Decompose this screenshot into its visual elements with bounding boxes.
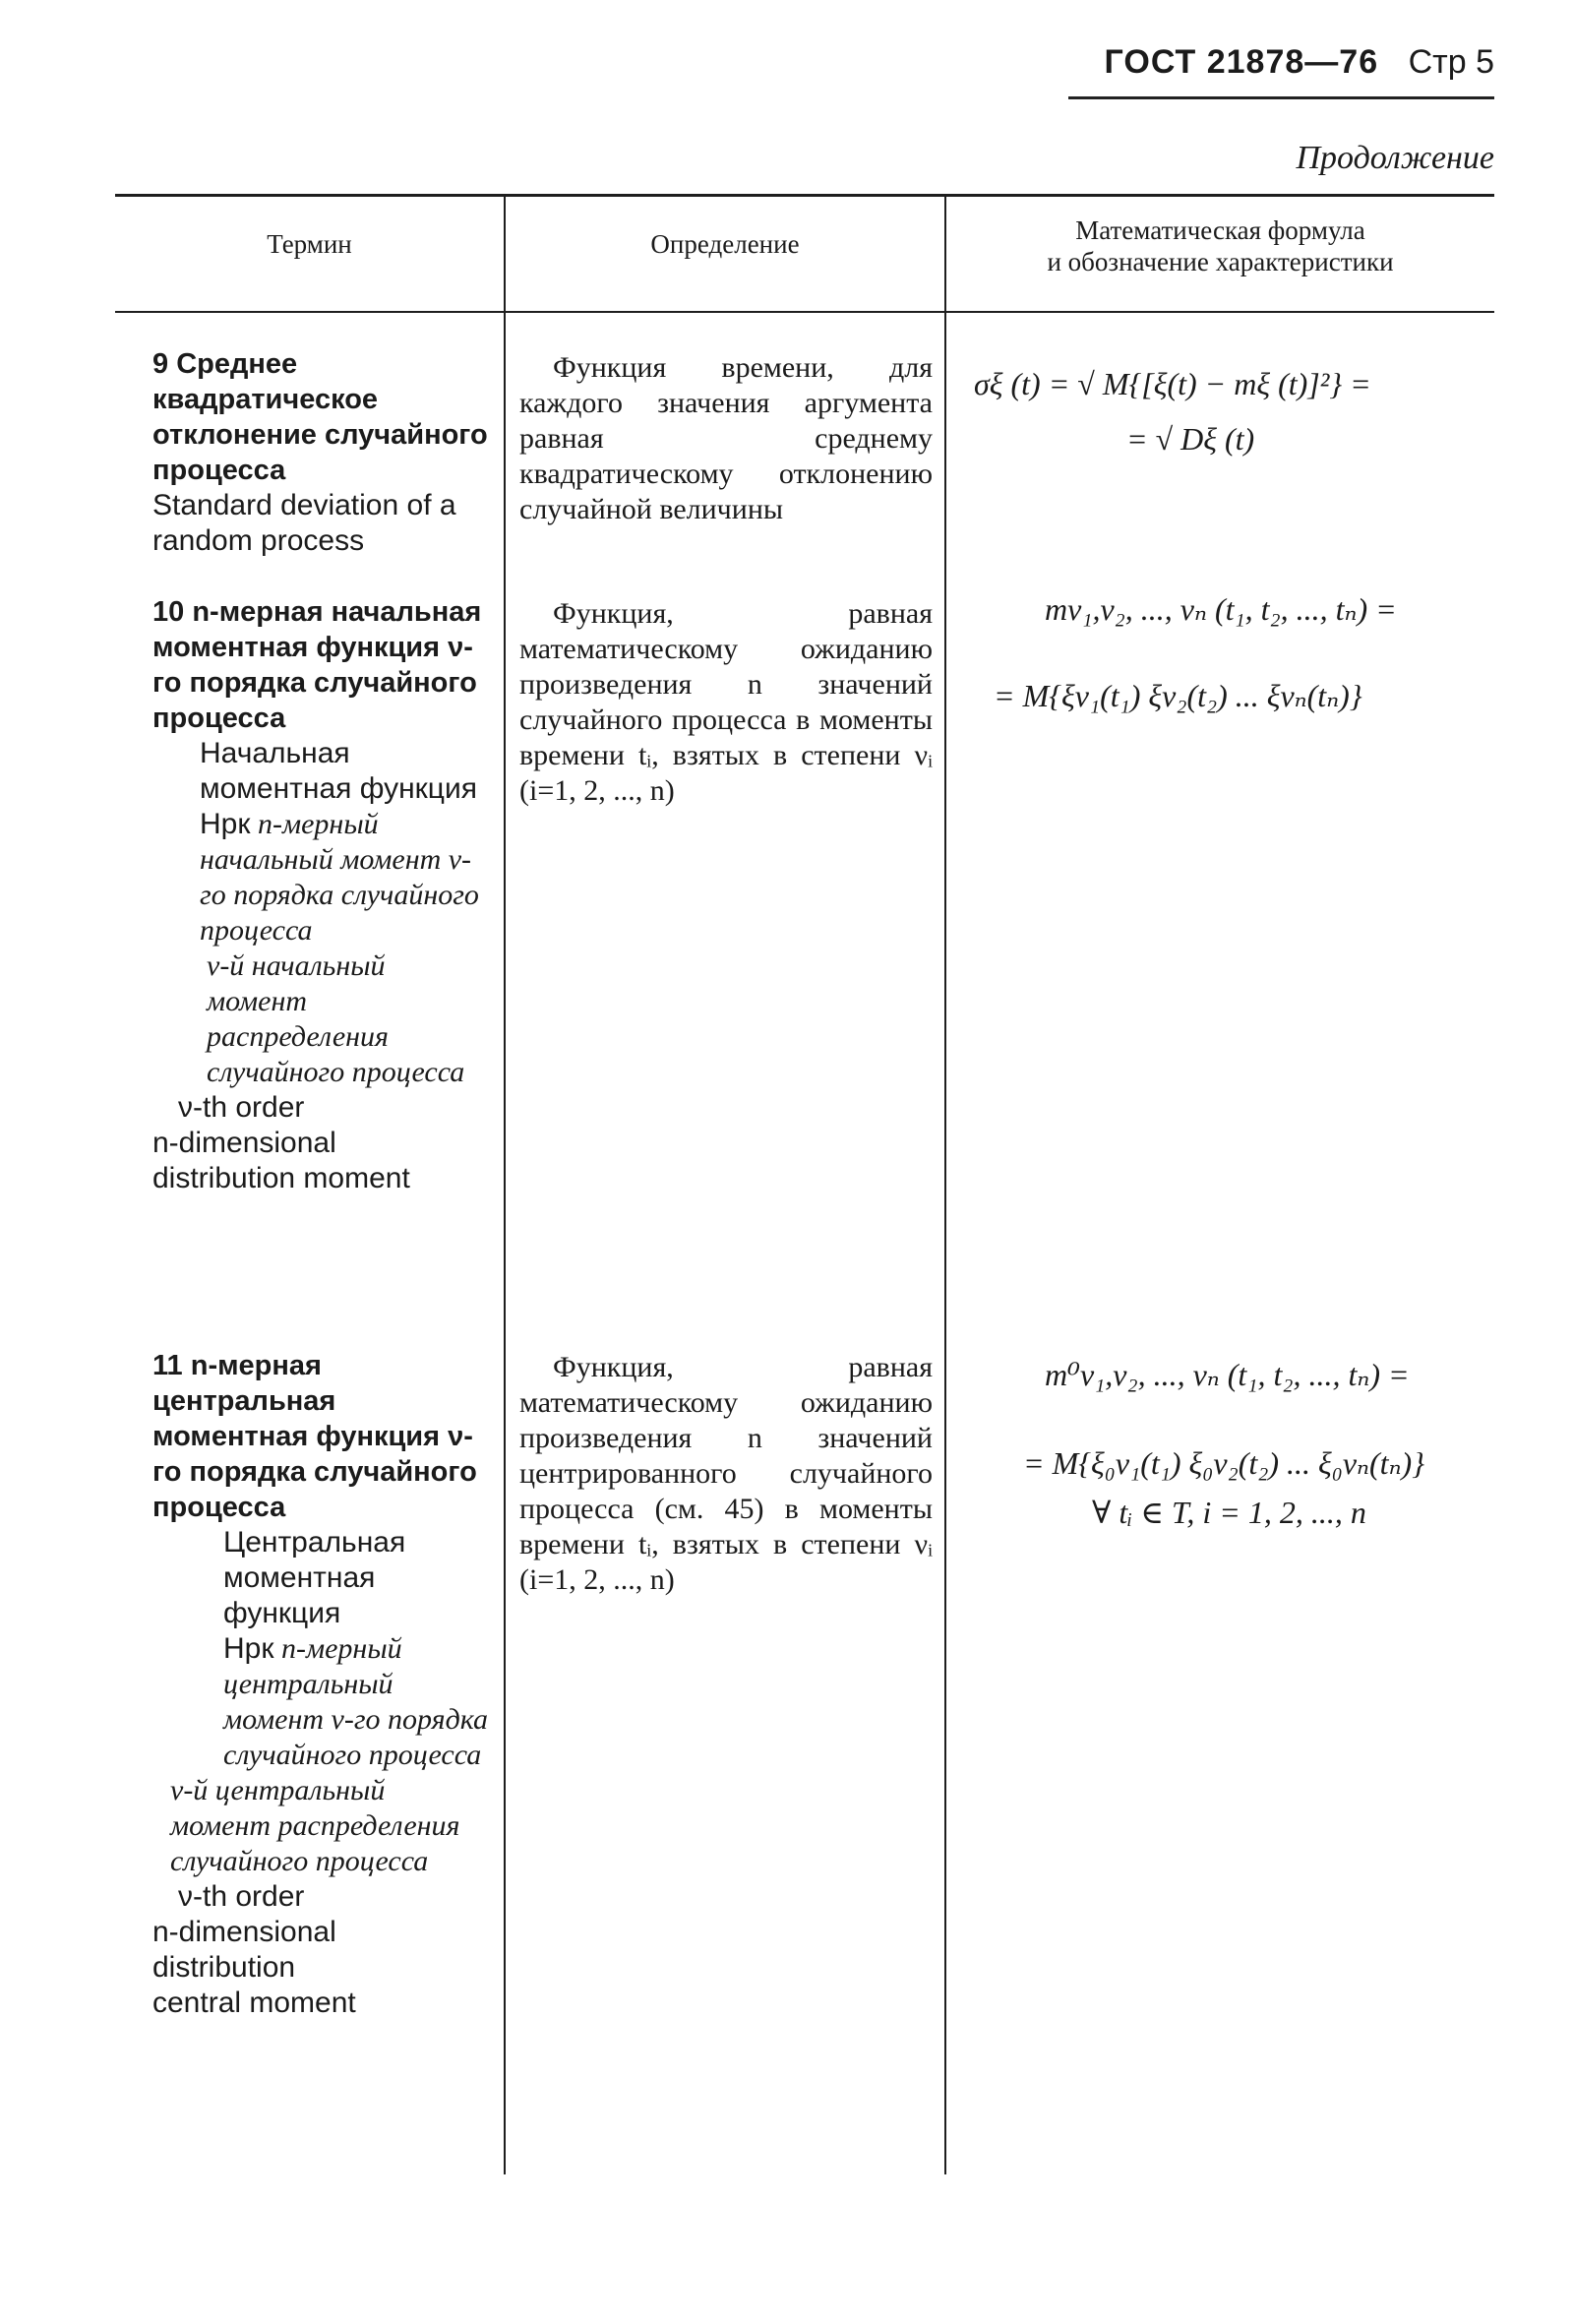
not-recommended-label: Нрк [223,1632,274,1665]
table-row-9-formula-1: σξ (t) = √ M{[ξ(t) − mξ (t)]²} = [974,366,1371,401]
not-recommended-label: Нрк [200,808,251,840]
column-divider-2 [944,197,946,2174]
table-row-10-formula-2: = M{ξν₁(t₁) ξν₂(t₂) ... ξνₙ(tₙ)} [994,678,1362,713]
term-not-recommended: n-мерный начальный момент ν-го порядка случайного процесса [200,808,479,947]
term-english-1: ν-th order [178,1880,305,1913]
column-divider-1 [504,197,506,2174]
term-number: 9 [152,348,169,380]
term-number: 10 [152,596,185,628]
table-row-11-formula-1: m⁰ν₁,ν₂, ..., νₙ (t₁, t₂, ..., tₙ) = [1045,1357,1410,1392]
column-header-formula-line1: Математическая формула [1075,215,1365,245]
term-english-3: distribution [152,1951,296,1984]
term-synonym: Начальная моментная функция [200,737,477,805]
table-row-11-term [152,1348,492,2021]
column-header-term [115,228,504,260]
column-header-definition [506,228,944,260]
term-title: n-мерная начальная моментная функция ν-го порядка случайного процесса [152,596,482,734]
table-row-11-formula-3: ∀ tᵢ ∈ T, i = 1, 2, ..., n [1092,1495,1366,1530]
column-header-definition-label: Определение [650,229,800,259]
table-row-11-definition: Функция, равная математическому ожиданию произведения n значений центрированного случайного процесса (см. 45) в моменты времени tᵢ, взятых в степени νᵢ (i=1, 2, ..., n) [519,1351,933,1596]
table-top-rule [115,194,1494,197]
term-synonym-2: моментная [223,1561,376,1594]
header-rule [1068,96,1494,99]
table-row-10-definition: Функция, равная математическому ожиданию произведения n значений случайного процесса в моменты времени tᵢ, взятых в степени νᵢ (i=1, 2, ..., n) [519,597,933,807]
table-row-9-term [152,346,492,559]
table-row-10-formula-1: mν₁,ν₂, ..., νₙ (t₁, t₂, ..., tₙ) = [1045,591,1397,627]
term-distribution-moment: ν-й центральный момент распределения случайного процесса [170,1774,460,1877]
term-distribution-moment: ν-й начальный момент распределения случайного процесса [207,949,465,1088]
table-row-9-formula-2: = √ Dξ (t) [1126,421,1255,457]
standard-number: ГОСТ 21878—76 [1104,43,1379,81]
column-header-term-label: Термин [267,229,352,259]
term-english-1: ν-th order [178,1091,305,1124]
table-header-bottom-rule [115,311,1494,313]
term-synonym-3: функция [223,1597,341,1629]
term-number: 11 [152,1350,183,1381]
term-synonym-1: Центральная [223,1526,406,1559]
page-number: Стр 5 [1408,43,1494,81]
column-header-formula-line2: и обозначение характеристики [1047,247,1394,276]
term-english-4: central moment [152,1987,356,2019]
term-title: Среднее квадратическое отклонение случайного процесса [152,348,488,486]
term-not-recommended: n-мерный центральный момент ν-го порядка случайного процесса [223,1632,489,1771]
term-title: n-мерная центральная моментная функция ν-го порядка случайного процесса [152,1350,477,1523]
term-english-3: distribution moment [152,1162,410,1194]
column-header-formula [946,214,1494,277]
term-english: Standard deviation of a random process [152,489,456,557]
table-row-9-definition: Функция времени, для каждого значения аргумента равная среднему квадратическому отклонению случайной величины [519,351,933,525]
term-english-2: n-dimensional [152,1127,336,1159]
page-header [1105,43,1494,82]
term-english-2: n-dimensional [152,1916,336,1948]
table-row-11-formula-2: = M{ξ₀ν₁(t₁) ξ₀ν₂(t₂) ... ξ₀νₙ(tₙ)} [1023,1445,1424,1481]
table-row-10-term [152,594,492,1196]
continuation-label: Продолжение [1296,140,1494,176]
